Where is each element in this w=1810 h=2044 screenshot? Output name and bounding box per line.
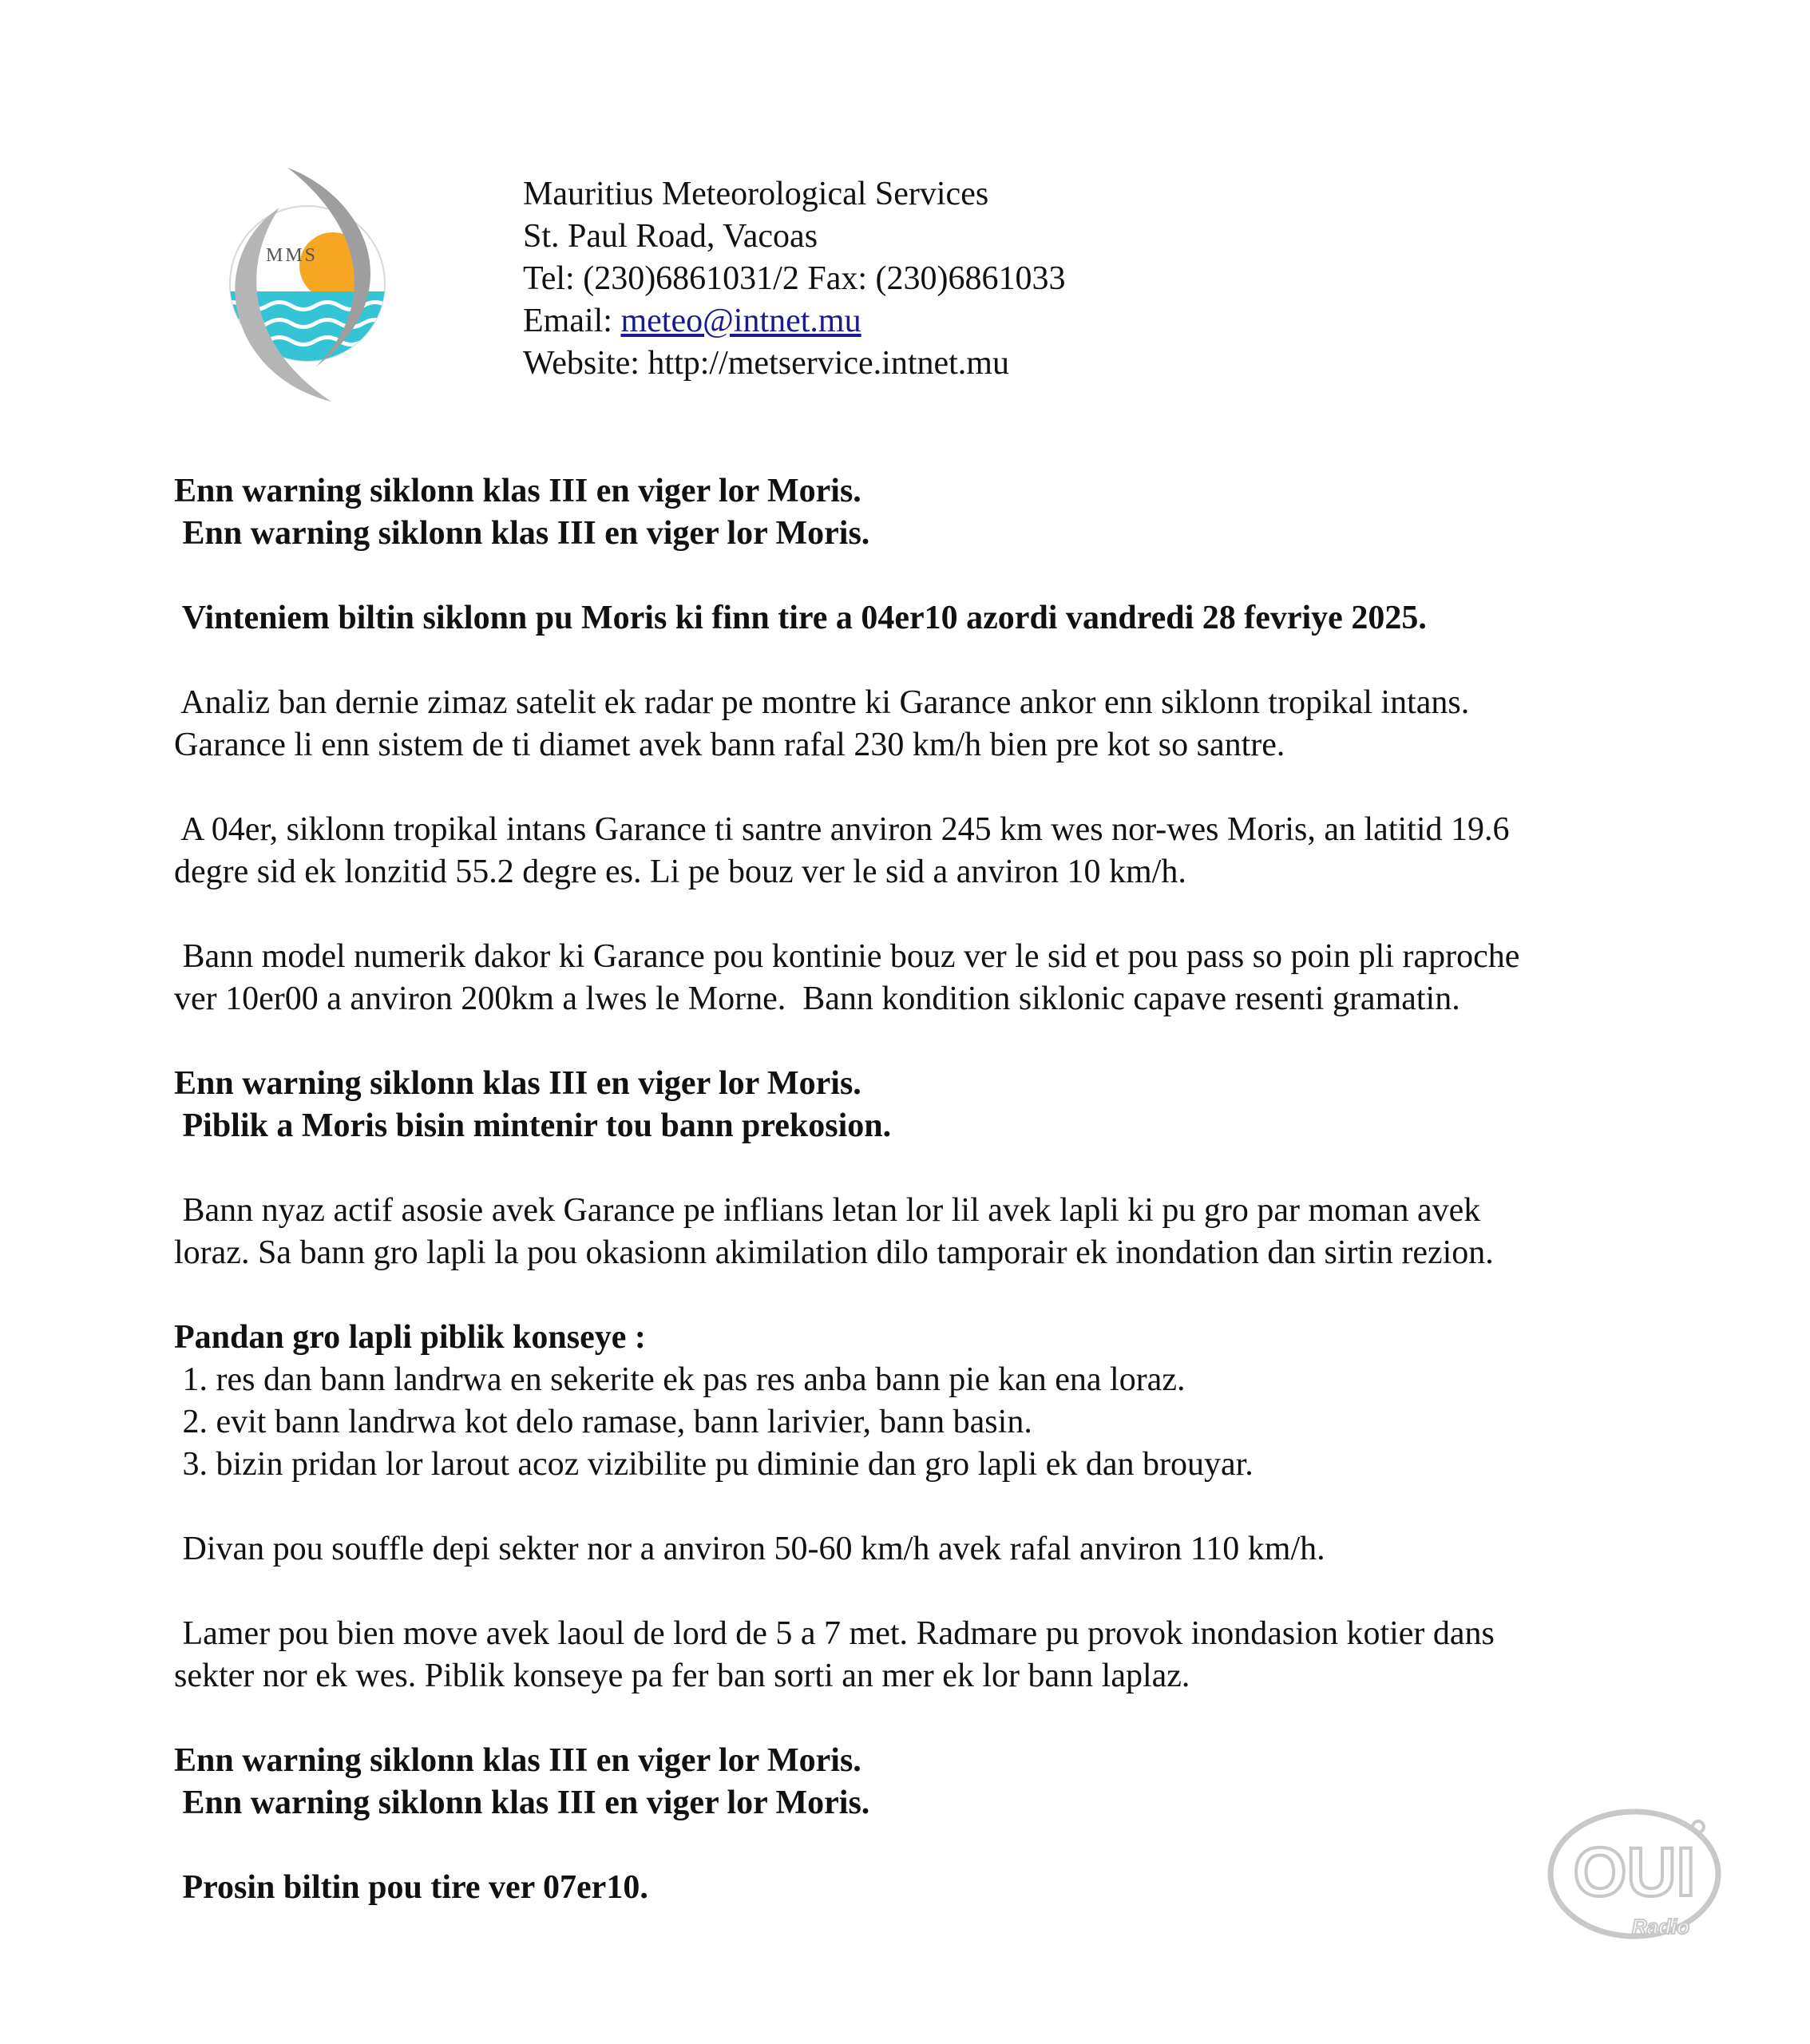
wind-paragraph: Divan pou souffle depi sekter nor a anviron 50-60 km/h avek rafal anviron 110 km/h.: [174, 1531, 1325, 1567]
org-address: St. Paul Road, Vacoas: [523, 218, 818, 255]
mms-logo: [212, 164, 403, 407]
paragraph-line: ver 10er00 a anviron 200km a lwes le Morne. Bann kondition siklonic capave resenti gramatin.: [174, 980, 1460, 1017]
blank-line: [174, 1147, 1675, 1190]
watermark-main: OUI: [1573, 1834, 1696, 1911]
paragraph-line: Bann model numerik dakor ki Garance pou kontinie bouz ver le sid et pou pass so poin pli raproche: [174, 938, 1520, 975]
blank-line: [174, 1486, 1675, 1528]
precaution-heading: Piblik a Moris bisin mintenir tou bann prekosion.: [174, 1107, 892, 1144]
blank-line: [174, 1020, 1675, 1063]
paragraph-line: Garance li enn sistem de ti diamet avek bann rafal 230 km/h bien pre kot so santre.: [174, 727, 1285, 763]
paragraph-line: sekter nor ek wes. Piblik konseye pa fer ban sorti an mer ek lor bann laplaz.: [174, 1658, 1190, 1694]
email-label: Email:: [523, 303, 621, 339]
paragraph-line: loraz. Sa bann gro lapli la pou okasionn akimilation dilo tamporair ek inondation dan sirtin rezion.: [174, 1234, 1494, 1271]
org-website: Website: http://metservice.intnet.mu: [523, 345, 1009, 382]
advice-item: 3. bizin pridan lor larout acoz vizibilite pu diminie dan gro lapli ek dan brouyar.: [174, 1446, 1254, 1483]
blank-line: [174, 893, 1675, 936]
next-bulletin: Prosin biltin pou tire ver 07er10.: [174, 1869, 648, 1906]
org-phone: Tel: (230)6861031/2 Fax: (230)6861033: [523, 260, 1066, 297]
advice-item: 2. evit bann landrwa kot delo ramase, bann larivier, bann basin.: [174, 1404, 1032, 1440]
warning-heading: Enn warning siklonn klas III en viger lor Moris.: [174, 1742, 861, 1779]
org-email-line: [523, 300, 1066, 343]
org-name: Mauritius Meteorological Services: [523, 176, 989, 212]
paragraph-line: Lamer pou bien move avek laoul de lord de 5 a 7 met. Radmare pu provok inondasion kotier dans: [174, 1615, 1495, 1652]
watermark-sub: Radio: [1631, 1915, 1690, 1939]
bulletin-title: Vinteniem biltin siklonn pu Moris ki finn tire a 04er10 azordi vandredi 28 fevriye 2025.: [174, 600, 1427, 636]
blank-line: [174, 1274, 1675, 1317]
paragraph-line: A 04er, siklonn tropikal intans Garance ti santre anviron 245 km wes nor-wes Moris, an latitid 19.6: [174, 811, 1510, 848]
logo-label: MMS: [266, 245, 319, 266]
oui-radio-watermark: [1545, 1806, 1729, 1946]
blank-line: [174, 1824, 1675, 1867]
paragraph-line: degre sid ek lonzitid 55.2 degre es. Li pe bouz ver le sid a anviron 10 km/h.: [174, 854, 1186, 890]
blank-line: [174, 555, 1675, 597]
bulletin-body: [174, 470, 1675, 1909]
warning-heading: Enn warning siklonn klas III en viger lor Moris.: [174, 515, 870, 552]
letterhead: [523, 173, 1066, 385]
advice-item: 1. res dan bann landrwa en sekerite ek pas res anba bann pie kan ena loraz.: [174, 1361, 1186, 1398]
email-link[interactable]: meteo@intnet.mu: [620, 303, 861, 339]
warning-heading: Enn warning siklonn klas III en viger lor Moris.: [174, 1785, 870, 1821]
blank-line: [174, 640, 1675, 682]
advice-heading: Pandan gro lapli piblik konseye :: [174, 1319, 646, 1356]
blank-line: [174, 1571, 1675, 1613]
paragraph-line: Analiz ban dernie zimaz satelit ek radar pe montre ki Garance ankor enn siklonn tropikal intans.: [174, 684, 1470, 721]
blank-line: [174, 1697, 1675, 1740]
blank-line: [174, 766, 1675, 809]
warning-heading: Enn warning siklonn klas III en viger lor Moris.: [174, 1065, 861, 1102]
paragraph-line: Bann nyaz actif asosie avek Garance pe inflians letan lor lil avek lapli ki pu gro par moman avek: [174, 1192, 1481, 1229]
warning-heading: Enn warning siklonn klas III en viger lor Moris.: [174, 473, 861, 509]
